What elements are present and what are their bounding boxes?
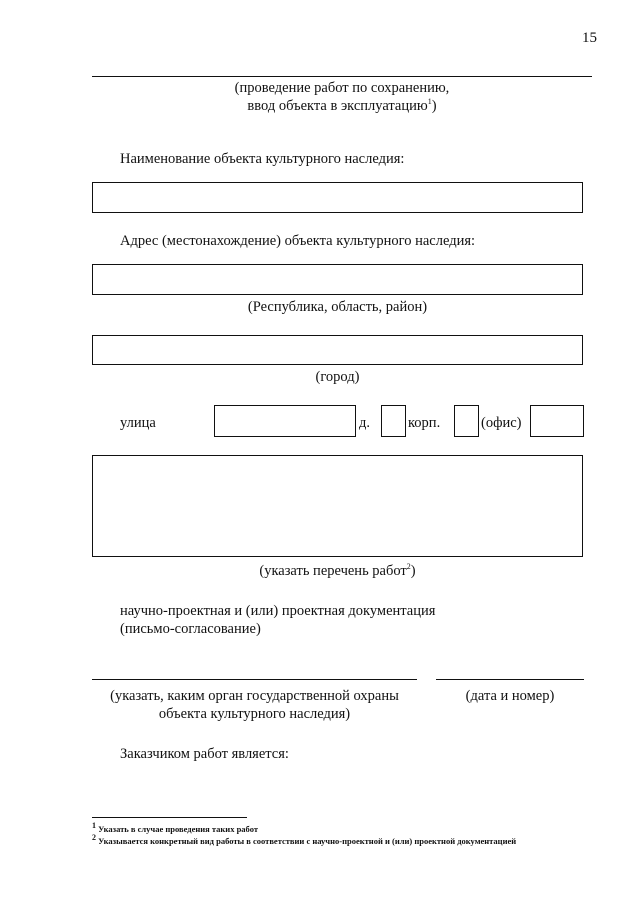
street-label: улица: [120, 415, 156, 431]
footnote-ref-2: 2: [406, 562, 411, 572]
city-field[interactable]: [92, 335, 583, 365]
office-label: (офис): [481, 415, 522, 431]
building-label: корп.: [408, 415, 441, 431]
street-field[interactable]: [214, 405, 356, 437]
date-number-line: [436, 679, 584, 680]
documentation-line-2: (письмо-согласование): [120, 621, 261, 637]
building-field[interactable]: [454, 405, 479, 437]
footnote-separator: [92, 817, 247, 818]
authority-caption-line-1: (указать, каким орган государственной охраны: [110, 688, 399, 704]
address-label: Адрес (местонахождение) объекта культурного наследия:: [120, 233, 476, 249]
works-field[interactable]: [92, 455, 583, 557]
customer-label: Заказчиком работ является:: [120, 746, 289, 762]
authority-signature-line: [92, 679, 417, 680]
office-field[interactable]: [530, 405, 584, 437]
house-field[interactable]: [381, 405, 406, 437]
object-name-label: Наименование объекта культурного наследия:: [120, 151, 405, 167]
header-line-1: (проведение работ по сохранению,: [234, 80, 450, 96]
date-number-caption: (дата и номер): [465, 688, 555, 704]
works-caption: (указать перечень работ$^2$): [259, 562, 416, 579]
footnote-1: $^1$ Указать в случае проведения таких работ: [92, 821, 259, 834]
page-number: 15: [582, 30, 597, 46]
documentation-line-1: научно-проектная и (или) проектная документация: [120, 603, 436, 619]
city-caption: (город): [315, 369, 360, 385]
house-label: д.: [359, 415, 371, 431]
region-caption: (Республика, область, район): [247, 299, 428, 315]
top-rule: [92, 76, 592, 77]
object-name-field[interactable]: [92, 182, 583, 213]
region-field[interactable]: [92, 264, 583, 295]
header-line-2: ввод объекта в эксплуатацию$^1$): [247, 97, 437, 114]
footnote-2: $^2$ Указывается конкретный вид работы в соответствии с научно-проектной и (или) проектной документацией: [92, 833, 517, 846]
footnote-ref-1: 1: [427, 97, 432, 107]
authority-caption-line-2: объекта культурного наследия): [158, 706, 351, 722]
